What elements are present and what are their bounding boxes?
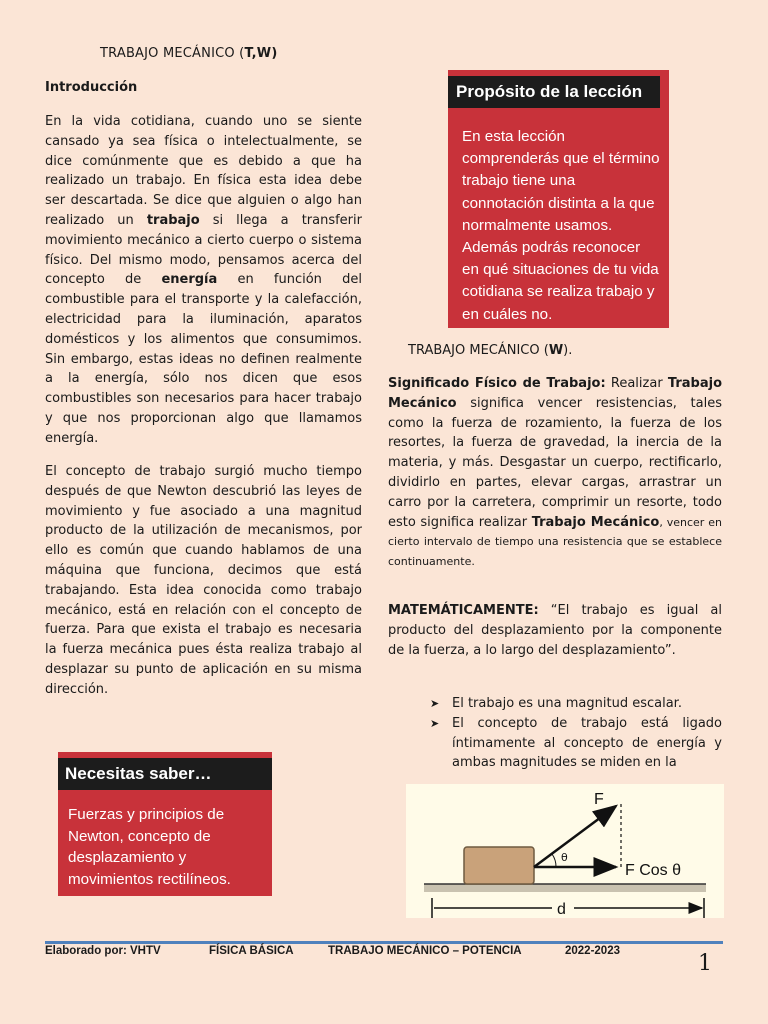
list-item: ➤ El trabajo es una magnitud escalar. (430, 694, 722, 714)
arrow-bullet-icon: ➤ (430, 716, 440, 730)
bullet-list (430, 694, 722, 773)
need-to-know-box (58, 752, 272, 896)
intro-paragraph-2: El concepto de trabajo surgió mucho tiempo después de que Newton descubrió las leyes de movimiento y fue asociado a una magnitud producto de la utilización de mecanismos, por ello es común que cuando hablamos de una máquina que funciona, decimos que está trabajando. Esta idea conocida como trabajo mecánico, está en relación con el concepto de fuerza. Para que exista el trabajo es necesaria la fuerza mecánica pues ésta realiza trabajo al desplazar su punto de aplicación en su misma dirección. (45, 464, 362, 697)
footer-topic: TRABAJO MECÁNICO – POTENCIA (328, 945, 522, 957)
component-label: F Cos θ (625, 862, 682, 879)
angle-arc (552, 854, 556, 867)
physical-meaning-paragraph: Significado Físico de Trabajo: Realizar Trabajo Mecánico significa vencer resistencias, tales como la fuerza de rozamiento, la fuerza de los resortes, la fuerza de gravedad, la inercia de la materia, y más. Desgastar un cuerpo, rectificarlo, dividirlo en partes, elevar cargas, arrastrar un carro por la carretera, comprimir un resorte, todo esto significa realizar Trabajo Mecánico, vencer en cierto intervalo de tiempo una resistencia que se establece continuamente. (388, 376, 722, 569)
work-diagram-svg (406, 784, 724, 918)
footer-subject: FÍSICA BÁSICA (209, 945, 294, 957)
intro-paragraph-1: En la vida cotidiana, cuando uno se siente cansado ya sea física o intelectualmente, se dice comúnmente que es debido a que ha realizado un trabajo. En física esta idea debe ser descartada. Se dice que alguien o algo han realizado un trabajo si llega a transferir movimiento mecánico a cierto cuerpo o sistema físico. Del mismo modo, pensamos acerca del concepto de energía en función del combustible para el transporte y la calefacción, electricidad para la iluminación, aparatos domésticos y los alimentos que consumimos. Sin embargo, estas ideas no definen realmente a la energía, sólo nos dicen que esos combustibles son necesarios para hacer trabajo y que nos proporcionan algo que llamamos energía. (45, 114, 362, 446)
lesson-purpose-box (448, 70, 669, 328)
page-number: 1 (698, 951, 712, 976)
need-to-know-title: Necesitas saber… (58, 758, 272, 790)
section-title: TRABAJO MECÁNICO (W). (408, 343, 573, 358)
footer-rule (45, 941, 723, 944)
footer-author: Elaborado por: VHTV (45, 945, 161, 957)
work-force-diagram (406, 784, 724, 918)
need-to-know-body: Fuerzas y principios de Newton, concepto de desplazamiento y movimientos rectilíneos. (68, 806, 231, 888)
page-title: TRABAJO MECÁNICO (T,W) (100, 46, 278, 61)
arrow-bullet-icon: ➤ (430, 697, 440, 710)
force-label: F (594, 791, 604, 808)
angle-label: θ (561, 851, 568, 864)
lesson-purpose-body: En esta lección comprenderás que el término trabajo tiene una connotación distinta a la que normalmente usamos. Además podrás reconocer en qué situaciones de tu vida cotidiana se realiza trabajo y en cuáles no. (462, 128, 660, 323)
ground-surface (424, 884, 706, 892)
distance-label: d (557, 901, 566, 918)
footer-year: 2022-2023 (565, 945, 620, 957)
block (464, 847, 534, 884)
force-vector (534, 806, 616, 867)
list-item: ➤ El concepto de trabajo está ligado íntimamente al concepto de energía y ambas magnitudes se miden en la (430, 715, 722, 771)
intro-heading: Introducción (45, 80, 138, 95)
mathematical-definition-paragraph: MATEMÁTICAMENTE: “El trabajo es igual al producto del desplazamiento por la componente de la fuerza, a lo largo del desplazamiento”. (388, 603, 722, 658)
lesson-purpose-title: Propósito de la lección (448, 76, 660, 108)
